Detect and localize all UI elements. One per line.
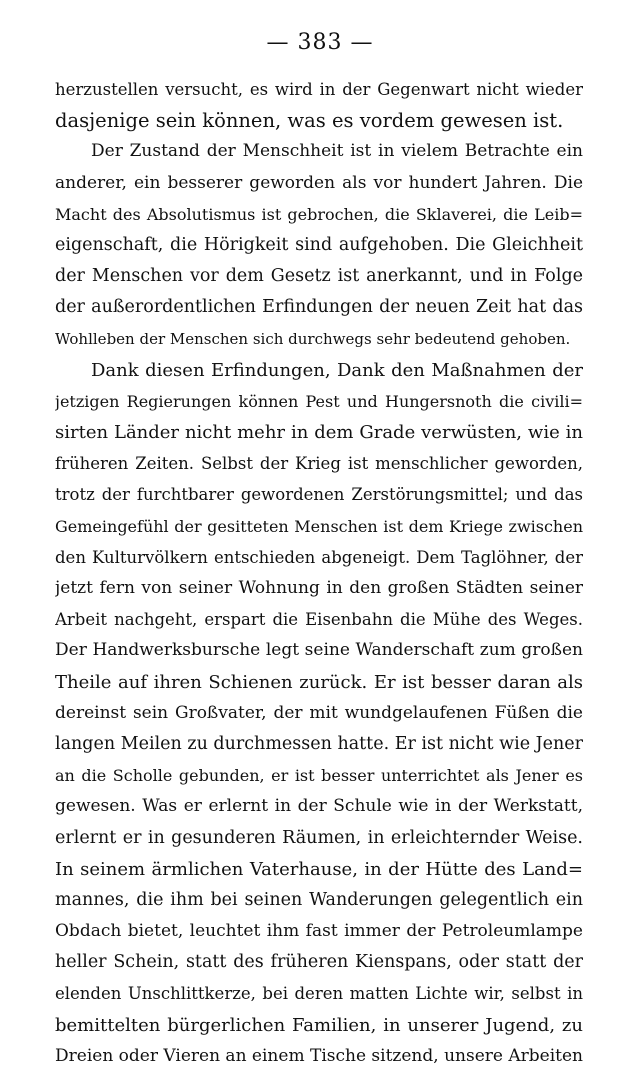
text-line: elenden Unschlittkerze, bei deren matten Lichte wir, selbst in — [55, 984, 583, 1004]
page-number: — 383 — — [266, 30, 374, 55]
text-line: der außerordentlichen Erfindungen der neuen Zeit hat das — [55, 297, 583, 318]
text-line: jetzt fern von seiner Wohnung in den großen Städten seiner — [55, 578, 583, 598]
text-line: den Kulturvölkern entschieden abgeneigt. Dem Taglöhner, der — [55, 547, 583, 567]
text-line: gewesen. Was er erlernt in der Schule wie in der Werkstatt, — [55, 796, 583, 817]
text-line: eigenschaft, die Hörigkeit sind aufgehoben. Die Gleichheit — [55, 234, 583, 255]
text-line: Der Zustand der Menschheit ist in vielem Betrachte ein — [91, 141, 583, 162]
text-line: Dank diesen Erfindungen, Dank den Maßnahmen der — [91, 359, 583, 381]
text-line: Theile auf ihren Schienen zurück. Er ist besser daran als — [55, 671, 583, 693]
text-line: erlernt er in gesunderen Räumen, in erleichternder Weise. — [55, 827, 583, 848]
text-line: Obdach bietet, leuchtet ihm fast immer der Petroleumlampe — [55, 921, 583, 942]
text-line: an die Scholle gebunden, er ist besser unterrichtet als Jener es — [55, 766, 583, 786]
text-line: In seinem ärmlichen Vaterhause, in der Hütte des Land= — [55, 858, 583, 880]
text-line: früheren Zeiten. Selbst der Krieg ist menschlicher geworden, — [55, 454, 583, 474]
text-line: dasjenige sein können, was es vordem gewesen ist. — [55, 109, 564, 133]
text-line: mannes, die ihm bei seinen Wanderungen gelegentlich ein — [55, 889, 583, 910]
text-line: bemittelten bürgerlichen Familien, in unserer Jugend, zu — [55, 1014, 583, 1036]
text-line: anderer, ein besserer geworden als vor hundert Jahren. Die — [55, 172, 583, 193]
text-line: der Menschen vor dem Gesetz ist anerkannt, und in Folge — [55, 266, 583, 287]
text-line: Macht des Absolutismus ist gebrochen, die Sklaverei, die Leib= — [55, 204, 583, 224]
text-line: Dreien oder Vieren an einem Tische sitzend, unsere Arbeiten — [55, 1045, 583, 1066]
text-line: Der Handwerksbursche legt seine Wanderschaft zum großen — [55, 640, 583, 661]
text-line: sirten Länder nicht mehr in dem Grade verwüsten, wie in — [55, 422, 583, 444]
text-line: langen Meilen zu durchmessen hatte. Er ist nicht wie Jener — [55, 733, 583, 754]
text-line: heller Schein, statt des früheren Kienspans, oder statt der — [55, 952, 583, 973]
text-line: jetzigen Regierungen können Pest und Hungersnoth die civili= — [55, 391, 583, 411]
text-line: Wohlleben der Menschen sich durchwegs sehr bedeutend gehoben. — [55, 329, 571, 348]
text-line: dereinst sein Großvater, der mit wundgelaufenen Füßen die — [55, 702, 583, 723]
text-line: herzustellen versucht, es wird in der Gegenwart nicht wieder — [55, 80, 583, 99]
text-line: Arbeit nachgeht, erspart die Eisenbahn die Mühe des Weges. — [55, 610, 583, 630]
body-text — [55, 74, 583, 1072]
text-line: Gemeingefühl der gesitteten Menschen ist dem Kriege zwischen — [55, 516, 583, 536]
text-line: trotz der furchtbarer gewordenen Zerstörungsmittel; und das — [55, 485, 583, 505]
